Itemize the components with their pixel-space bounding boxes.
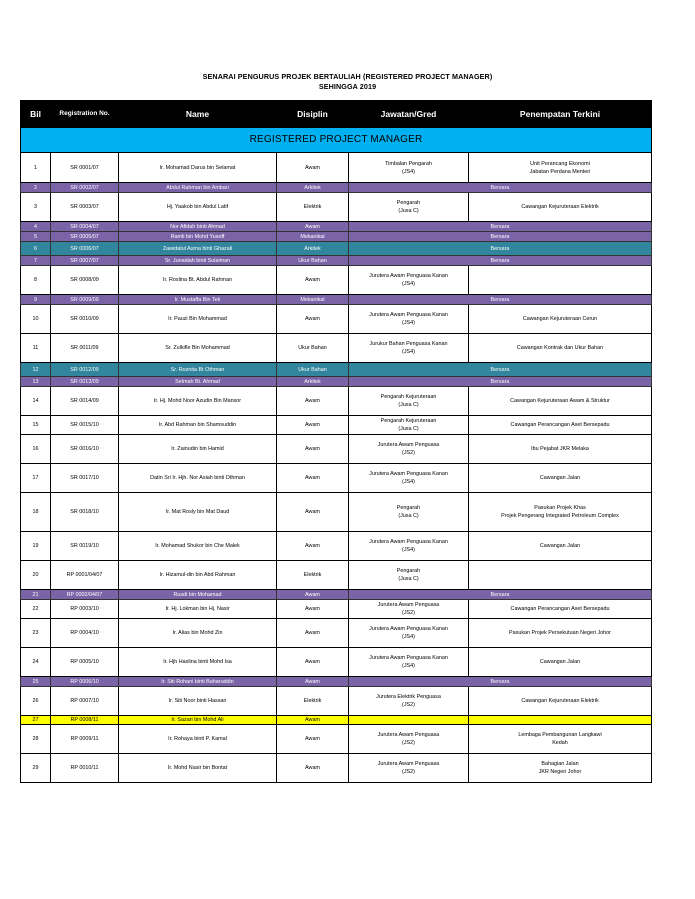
name-cell: Abdul Rahman bin Ambari [119,183,277,193]
penempatan-cell-line: Cawangan Jalan [539,475,581,481]
bil-cell: 18 [21,493,51,532]
disiplin-cell: Ukur Bahan [277,256,349,266]
penempatan-cell-line: Cawangan Kontrak dan Ukur Bahan [516,345,604,351]
jawatan-cell [349,334,469,363]
bil-cell: 5 [21,232,51,242]
name-cell: Sr. Zulkifle Bin Mohammad [119,334,277,363]
name-cell: Nor Afidah binti Ahmad [119,222,277,232]
jawatan-cell [349,387,469,416]
registration-cell: SR 0013/09 [51,377,119,387]
jawatan-cell-line: Jurutera Awam Penguasa Kanan [369,312,448,318]
jawatan-cell-line: Jurutera Awam Penguasa Kanan [369,273,448,279]
bil-cell: 9 [21,295,51,305]
registration-cell: RP 0010/11 [51,754,119,783]
table-row [21,416,652,435]
penempatan-cell [469,754,652,783]
bil-cell: 29 [21,754,51,783]
jawatan-cell [349,266,469,295]
registration-cell: SR 0002/07 [51,183,119,193]
bil-cell: 14 [21,387,51,416]
status-cell: Bersara [349,377,652,387]
jawatan-cell-line: (Jusa C) [398,208,419,214]
bil-cell: 12 [21,363,51,377]
jawatan-cell [349,725,469,754]
penempatan-cell-line: Cawangan Kejuruteraan Elektrik [521,204,599,210]
disiplin-cell: Mekanikal [277,295,349,305]
jawatan-cell-line: (JS2) [402,702,415,708]
table-row [21,334,652,363]
table-row [21,532,652,561]
name-cell: Ramli bin Mohd Yusoff [119,232,277,242]
jawatan-cell-line: Jurutera Awam Penguasa [377,602,440,608]
table-row [21,725,652,754]
jawatan-cell [349,619,469,648]
penempatan-cell-line: Cawangan Perancangan Aset Bersepadu [510,606,610,612]
table-row [21,619,652,648]
registration-cell: RP 0005/10 [51,648,119,677]
bil-cell: 24 [21,648,51,677]
penempatan-cell [469,648,652,677]
table-row [21,648,652,677]
penempatan-cell [469,600,652,619]
jawatan-cell [349,305,469,334]
table-row [21,183,652,193]
table-body [21,153,652,783]
name-cell: Ir. Hjh Haslina binti Mohd Isa [119,648,277,677]
disiplin-cell: Awam [277,493,349,532]
bil-cell: 3 [21,193,51,222]
name-cell: Ir. Roslina Bt. Abdul Rahman [119,266,277,295]
disiplin-cell: Awam [277,677,349,687]
registration-cell: SR 0016/10 [51,435,119,464]
registration-cell: SR 0012/09 [51,363,119,377]
penempatan-cell [469,687,652,716]
col-header-disiplin: Disiplin [277,101,349,128]
jawatan-cell-line: Timbalan Pengarah [385,160,432,167]
bil-cell: 16 [21,435,51,464]
penempatan-cell-line: Cawangan Kejuruteraan Awam & Struktur [510,398,610,404]
bil-cell: 4 [21,222,51,232]
bil-cell: 28 [21,725,51,754]
table-row [21,387,652,416]
table-row [21,377,652,387]
name-cell: Selmah Bt. Ahmad [119,377,277,387]
table-row [21,435,652,464]
name-cell: Ir. Pauzi Bin Mohammad [119,305,277,334]
name-cell: Ir. Siti Noor binti Hassan [119,687,277,716]
table-row [21,153,652,183]
status-cell: Bersara [349,677,652,687]
name-cell: Ir. Mohamad Shukor bin Che Malek [119,532,277,561]
registration-cell: SR 0011/09 [51,334,119,363]
penempatan-cell [469,266,652,295]
document-title: SENARAI PENGURUS PROJEK BERTAULIAH (REGISTERED PROJECT MANAGER) [202,72,493,81]
bil-cell: 26 [21,687,51,716]
name-cell: Sr. Roznita Bt Othman [119,363,277,377]
jawatan-cell [349,153,469,183]
bil-cell: 25 [21,677,51,687]
registration-cell: SR 0015/10 [51,416,119,435]
disiplin-cell: Awam [277,725,349,754]
jawatan-cell [349,648,469,677]
status-cell: Bersara [349,256,652,266]
penempatan-cell-line: Cawangan Jalan [539,543,581,549]
jawatan-cell [349,716,469,725]
jawatan-cell [349,416,469,435]
name-cell: Ir. Sazari bin Mohd Ali [119,716,277,725]
section-title: REGISTERED PROJECT MANAGER [21,128,652,153]
bil-cell: 2 [21,183,51,193]
penempatan-cell-line: Pasukan Projek Persekutuan Negeri Johor [509,630,611,636]
jawatan-cell [349,600,469,619]
name-cell: Ir. Hj. Lokman bin Hj. Nasir [119,600,277,619]
jawatan-cell [349,193,469,222]
jawatan-cell-line: (Jusa C) [398,513,419,519]
col-header-registration: Registration No. [51,101,119,128]
bil-cell: 23 [21,619,51,648]
disiplin-cell: Awam [277,435,349,464]
jawatan-cell-line: (JS4) [402,320,415,326]
jawatan-cell-line: (JS2) [402,769,415,775]
bil-cell: 15 [21,416,51,435]
jawatan-cell-line: (JS2) [402,450,415,456]
jawatan-cell-line: Jurukur Bahan Penguasa Kanan [369,341,448,347]
jawatan-cell-line: Jurutera Awam Penguasa [377,442,440,448]
bil-cell: 17 [21,464,51,493]
penempatan-cell [469,153,652,183]
table-row [21,295,652,305]
disiplin-cell: Awam [277,754,349,783]
jawatan-cell-line: Jurutera Awam Penguasa Kanan [369,471,448,477]
disiplin-cell: Arkitek [277,183,349,193]
penempatan-cell-line: Cawangan Kejuruteraan Elektrik [521,698,599,704]
bil-cell: 7 [21,256,51,266]
name-cell: Ir. Mohd Nasir bin Bontat [119,754,277,783]
registration-cell: SR 0003/07 [51,193,119,222]
name-cell: Ir. Rohaya binti P. Kamal [119,725,277,754]
status-cell: Bersara [349,363,652,377]
name-cell: Ir. Mustaffa Bin Tek [119,295,277,305]
status-cell: Bersara [349,295,652,305]
jawatan-cell-line: (JS4) [402,634,415,640]
disiplin-cell: Awam [277,222,349,232]
table-row [21,242,652,256]
jawatan-cell [349,435,469,464]
penempatan-cell-line: Projek Pengerang Integrated Petroleum Complex [501,513,619,519]
jawatan-cell-line: Pengarah Kejuruteraan [380,394,437,400]
disiplin-cell: Ukur Bahan [277,363,349,377]
table-row [21,193,652,222]
name-cell: Sr. Junaidah binti Sulaiman [119,256,277,266]
table-row [21,363,652,377]
penempatan-cell-line: Bahagian Jalan [541,761,579,767]
registration-cell: SR 0009/09 [51,295,119,305]
table-row [21,222,652,232]
table-row [21,266,652,295]
status-cell: Bersara [349,242,652,256]
name-cell: Ir. Hizamul-din bin Abd Rahman [119,561,277,590]
jawatan-cell-line: Pengarah Kejuruteraan [380,418,437,424]
penempatan-cell [469,305,652,334]
penempatan-cell-line: Cawangan Jalan [539,659,581,665]
name-cell: Datin Sri Ir. Hjh. Nor Asiah binti Othman [119,464,277,493]
penempatan-cell [469,193,652,222]
penempatan-cell-line: Ibu Pejabat JKR Melaka [531,446,589,452]
registration-cell: SR 0008/09 [51,266,119,295]
disiplin-cell: Awam [277,716,349,725]
registration-cell: RP 0003/10 [51,600,119,619]
disiplin-cell: Ukur Bahan [277,334,349,363]
penempatan-cell [469,464,652,493]
disiplin-cell: Awam [277,153,349,183]
disiplin-cell: Awam [277,532,349,561]
registration-cell: SR 0007/07 [51,256,119,266]
jawatan-cell [349,464,469,493]
disiplin-cell: Awam [277,648,349,677]
disiplin-cell: Elektrik [277,193,349,222]
status-cell: Bersara [349,183,652,193]
bil-cell: 13 [21,377,51,387]
disiplin-cell: Awam [277,387,349,416]
registration-cell: SR 0005/07 [51,232,119,242]
registration-cell: SR 0014/09 [51,387,119,416]
jawatan-cell-line: (Jusa C) [398,402,419,408]
registration-cell: SR 0010/09 [51,305,119,334]
table-row [21,256,652,266]
registration-cell: SR 0006/07 [51,242,119,256]
section-row [21,128,652,153]
registration-cell: RP 0008/11 [51,716,119,725]
disiplin-cell: Awam [277,619,349,648]
registration-cell: RP 0009/11 [51,725,119,754]
jawatan-cell-line: Pengarah [396,505,421,511]
name-cell: Ir. Alias bin Mohd Zin [119,619,277,648]
bil-cell: 19 [21,532,51,561]
table-row [21,754,652,783]
jawatan-cell-line: (JS4) [402,281,415,287]
col-header-jawatan: Jawatan/Gred [349,101,469,128]
registration-cell: SR 0001/07 [51,153,119,183]
jawatan-cell [349,493,469,532]
jawatan-cell-line: (JS4) [402,547,415,553]
registration-cell: RP 0006/10 [51,677,119,687]
registration-cell: RP 0007/10 [51,687,119,716]
registration-cell: RP 0004/10 [51,619,119,648]
table-row [21,677,652,687]
col-header-bil: Bil [21,101,51,128]
jawatan-cell-line: Jurutera Awam Penguasa Kanan [369,655,448,661]
disiplin-cell: Elektrik [277,561,349,590]
status-cell: Bersara [349,590,652,600]
name-cell: Ir. Mohamad Darus bin Selamat [119,153,277,183]
disiplin-cell: Awam [277,305,349,334]
jawatan-cell-line: Jurutera Awam Penguasa [377,732,440,738]
status-cell: Bersara [349,232,652,242]
name-cell: Rusdi bin Mohamad [119,590,277,600]
penempatan-cell [469,619,652,648]
name-cell: Ir. Hj. Mohd Noor Azudin Bin Mansor [119,387,277,416]
jawatan-cell-line: (JS2) [402,610,415,616]
registration-cell: RP 0002/04/07 [51,590,119,600]
table-row [21,600,652,619]
document-subtitle: SEHINGGA 2019 [318,82,377,91]
jawatan-cell-line: Jurutera Elektrik Penguasa [376,694,441,700]
name-cell: Ir. Mat Rosly bin Mat Daud [119,493,277,532]
name-cell: Hj. Yaakob bin Abdul Latif [119,193,277,222]
penempatan-cell [469,725,652,754]
jawatan-cell-line: Jurutera Awam Penguasa [377,761,440,767]
name-cell: Ir. Zainudin bin Hamid [119,435,277,464]
penempatan-cell [469,435,652,464]
penempatan-cell [469,716,652,725]
table-row [21,590,652,600]
table-row [21,493,652,532]
penempatan-cell-line: Pasukan Projek Khas [534,505,586,511]
bil-cell: 10 [21,305,51,334]
penempatan-cell [469,416,652,435]
disiplin-cell: Awam [277,600,349,619]
name-cell: Ir. Abd Rahman bin Shamsuddin [119,416,277,435]
penempatan-cell-line: Jabatan Perdana Menteri [529,168,591,175]
jawatan-cell [349,561,469,590]
col-header-name: Name [119,101,277,128]
disiplin-cell: Elektrik [277,687,349,716]
jawatan-cell-line: Jurutera Awam Penguasa Kanan [369,626,448,632]
jawatan-cell-line: (JS4) [402,663,415,669]
table-row [21,561,652,590]
table-row [21,716,652,725]
penempatan-cell [469,493,652,532]
name-cell: Ir. Siti Rohani binti Baharuddin [119,677,277,687]
table-row [21,305,652,334]
registration-cell: SR 0017/10 [51,464,119,493]
table-row [21,687,652,716]
table-row [21,232,652,242]
jawatan-cell-line: Jurutera Awam Penguasa Kanan [369,539,448,545]
status-cell: Bersara [349,222,652,232]
penempatan-cell-line: Lembaga Pembangunan Langkawi [518,732,602,738]
bil-cell: 21 [21,590,51,600]
bil-cell: 22 [21,600,51,619]
penempatan-cell [469,532,652,561]
penempatan-cell-line: Kedah [552,740,568,746]
jawatan-cell-line: (JS4) [402,349,415,355]
disiplin-cell: Mekanikal [277,232,349,242]
jawatan-cell-line: (Jusa C) [398,576,419,582]
jawatan-cell [349,754,469,783]
penempatan-cell-line: JKR Negeri Johor [538,769,582,775]
penempatan-cell [469,387,652,416]
bil-cell: 6 [21,242,51,256]
bil-cell: 27 [21,716,51,725]
bil-cell: 1 [21,153,51,183]
penempatan-cell-line: Unit Perancang Ekonomi [530,160,590,167]
registration-cell: SR 0004/07 [51,222,119,232]
penempatan-cell [469,561,652,590]
jawatan-cell [349,532,469,561]
disiplin-cell: Awam [277,416,349,435]
disiplin-cell: Awam [277,590,349,600]
registration-cell: SR 0018/10 [51,493,119,532]
jawatan-cell-line: (Jusa C) [398,426,419,432]
jawatan-cell-line: (JS4) [402,168,415,175]
project-manager-table [20,100,652,783]
jawatan-cell-line: (JS2) [402,740,415,746]
penempatan-cell-line: Cawangan Kejuruteraan Cerun [522,316,598,322]
bil-cell: 8 [21,266,51,295]
penempatan-cell-line: Cawangan Perancangan Aset Bersepadu [510,422,610,428]
col-header-penempatan: Penempatan Terkini [469,101,652,128]
penempatan-cell [469,334,652,363]
jawatan-cell-line: (JS4) [402,479,415,485]
disiplin-cell: Awam [277,266,349,295]
name-cell: Zawidatul Asma binti Ghazali [119,242,277,256]
disiplin-cell: Arkitek [277,242,349,256]
table-row [21,464,652,493]
bil-cell: 11 [21,334,51,363]
registration-cell: RP 0001/04/07 [51,561,119,590]
bil-cell: 20 [21,561,51,590]
jawatan-cell [349,687,469,716]
jawatan-cell-line: Pengarah [396,568,421,574]
table-header-row [21,101,652,128]
disiplin-cell: Arkitek [277,377,349,387]
jawatan-cell-line: Pengarah [396,200,421,206]
disiplin-cell: Awam [277,464,349,493]
registration-cell: SR 0019/10 [51,532,119,561]
